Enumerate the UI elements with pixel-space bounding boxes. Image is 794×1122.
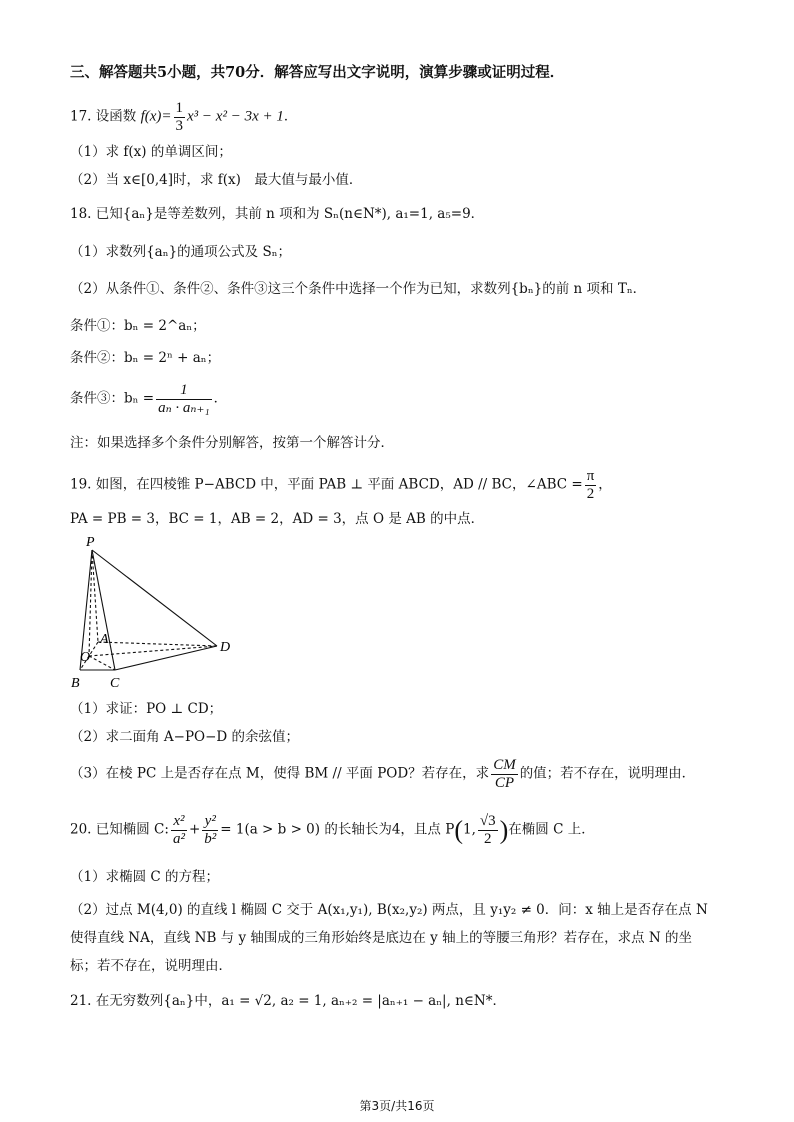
q20-right-paren: ) bbox=[499, 815, 509, 845]
q17-frac-den: 3 bbox=[175, 117, 184, 134]
q18-c3-num: 1 bbox=[156, 382, 212, 400]
label-A: A bbox=[100, 632, 109, 647]
q20-f1-den: a² bbox=[172, 830, 185, 847]
edge-AD bbox=[98, 642, 217, 646]
q19-angle-end: ， bbox=[598, 476, 612, 493]
q20-pre: 20. 已知椭圆 C: bbox=[70, 821, 169, 838]
q19-p3-den: CP bbox=[494, 774, 515, 791]
q17-formula-lhs: f(x)= bbox=[140, 108, 172, 125]
q20-pt-a: 1, bbox=[462, 821, 476, 838]
q19-part3-fraction bbox=[491, 757, 518, 791]
q19-angle-den: 2 bbox=[586, 485, 595, 502]
q20-post: 在椭圆 C 上． bbox=[508, 821, 595, 838]
q19-part2: （2）求二面角 A−PO−D 的余弦值； bbox=[70, 729, 300, 745]
section-heading: 三、解答题共5小题，共70分．解答应写出文字说明，演算步骤或证明过程． bbox=[70, 64, 565, 81]
label-B: B bbox=[71, 676, 80, 691]
q20-pt-num: √3 bbox=[479, 813, 496, 829]
q20-f1-num: x² bbox=[171, 813, 187, 831]
q19-stem-line1 bbox=[70, 468, 612, 502]
q18-condition1: 条件①：bₙ = 2^aₙ； bbox=[70, 318, 206, 334]
q17-fraction bbox=[174, 100, 186, 134]
q18-condition3 bbox=[70, 382, 227, 416]
q18-note: 注：如果选择多个条件分别解答，按第一个解答计分． bbox=[70, 435, 394, 451]
q20-fraction-y bbox=[202, 813, 218, 847]
q18-condition3-label: 条件③：bₙ = bbox=[70, 390, 155, 407]
edge-OC bbox=[89, 656, 115, 670]
q19-angle-fraction bbox=[585, 468, 597, 502]
q19-part3 bbox=[70, 757, 695, 791]
q17-frac-num: 1 bbox=[175, 100, 184, 116]
edge-PD bbox=[92, 550, 217, 646]
q20-fraction-x bbox=[171, 813, 187, 847]
q17-intro: 设函数 bbox=[95, 108, 137, 125]
q17-part1: （1）求 f(x) 的单调区间； bbox=[70, 144, 232, 160]
q17-line bbox=[70, 100, 297, 134]
q18-stem: 18. 已知{aₙ}是等差数列，其前 n 项和为 Sₙ(n∈N*), a₁=1, a₅=9． bbox=[70, 206, 485, 222]
q19-part3-post: 的值；若不存在，说明理由． bbox=[519, 765, 696, 782]
label-P: P bbox=[86, 535, 95, 550]
q19-part1: （1）求证：PO ⊥ CD； bbox=[70, 701, 223, 717]
q20-plus: + bbox=[188, 821, 201, 838]
q20-pt-den: 2 bbox=[483, 830, 492, 847]
q20-fraction-pt bbox=[478, 813, 498, 847]
pyramid-figure bbox=[60, 530, 260, 695]
q20-part2-line1: （2）过点 M(4,0) 的直线 l 椭圆 C 交于 A(x₁,y₁), B(x₂,y₂) 两点，且 y₁y₂ ≠ 0．问：x 轴上是否存在点 N bbox=[70, 902, 708, 918]
q20-mid: = 1(a > b > 0) 的长轴长为4，且点 P bbox=[220, 821, 455, 838]
q20-f2-num: y² bbox=[202, 813, 218, 831]
q19-angle-num: π bbox=[586, 468, 595, 484]
q18-part1: （1）求数列{aₙ}的通项公式及 Sₙ； bbox=[70, 244, 292, 260]
q18-condition3-end: ． bbox=[213, 390, 228, 407]
label-C: C bbox=[110, 676, 120, 691]
q17-part2: （2）当 x∈[0,4]时，求 f(x) 最大值与最小值． bbox=[70, 172, 363, 188]
q17-formula-rhs: x³ − x² − 3x + 1 bbox=[187, 108, 284, 125]
q17-end: ． bbox=[283, 108, 298, 125]
q19-stem-line2: PA = PB = 3，BC = 1，AB = 2，AD = 3，点 O 是 AB 的中点． bbox=[70, 511, 485, 527]
q18-c3-den: aₙ · aₙ₊₁ bbox=[158, 399, 210, 416]
q19-part3-pre: （3）在棱 PC 上是否存在点 M，使得 BM // 平面 POD？若存在，求 bbox=[70, 765, 490, 782]
q20-f2-den: b² bbox=[204, 830, 217, 847]
q20-stem bbox=[70, 813, 595, 847]
q18-part2: （2）从条件①、条件②、条件③这三个条件中选择一个作为已知，求数列{bₙ}的前 n 项和 Tₙ． bbox=[70, 281, 647, 297]
q20-part2-line3: 标；若不存在，说明理由． bbox=[70, 958, 232, 974]
edge-PC bbox=[92, 550, 115, 670]
q19-p3-num: CM bbox=[493, 757, 516, 773]
label-O: O bbox=[80, 650, 91, 665]
q20-part1: （1）求椭圆 C 的方程； bbox=[70, 869, 220, 885]
q18-condition3-fraction bbox=[156, 382, 212, 416]
page-footer: 第3页/共16页 bbox=[359, 1099, 435, 1113]
label-D: D bbox=[220, 640, 231, 655]
q17-number: 17. bbox=[70, 108, 92, 125]
q21-stem: 21. 在无穷数列{aₙ}中，a₁ = √2, a₂ = 1, aₙ₊₂ = |aₙ₊₁ − aₙ|, n∈N*． bbox=[70, 993, 506, 1009]
q20-left-paren: ( bbox=[454, 815, 463, 845]
q18-condition2: 条件②：bₙ = 2ⁿ + aₙ； bbox=[70, 350, 221, 366]
q19-stem-text: 19. 如图，在四棱锥 P−ABCD 中，平面 PAB ⊥ 平面 ABCD，AD // BC，∠ABC = bbox=[70, 476, 583, 493]
q20-part2-line2: 使得直线 NA，直线 NB 与 y 轴围成的三角形始终是底边在 y 轴上的等腰三角形？若存在，求点 N 的坐 bbox=[70, 930, 692, 946]
